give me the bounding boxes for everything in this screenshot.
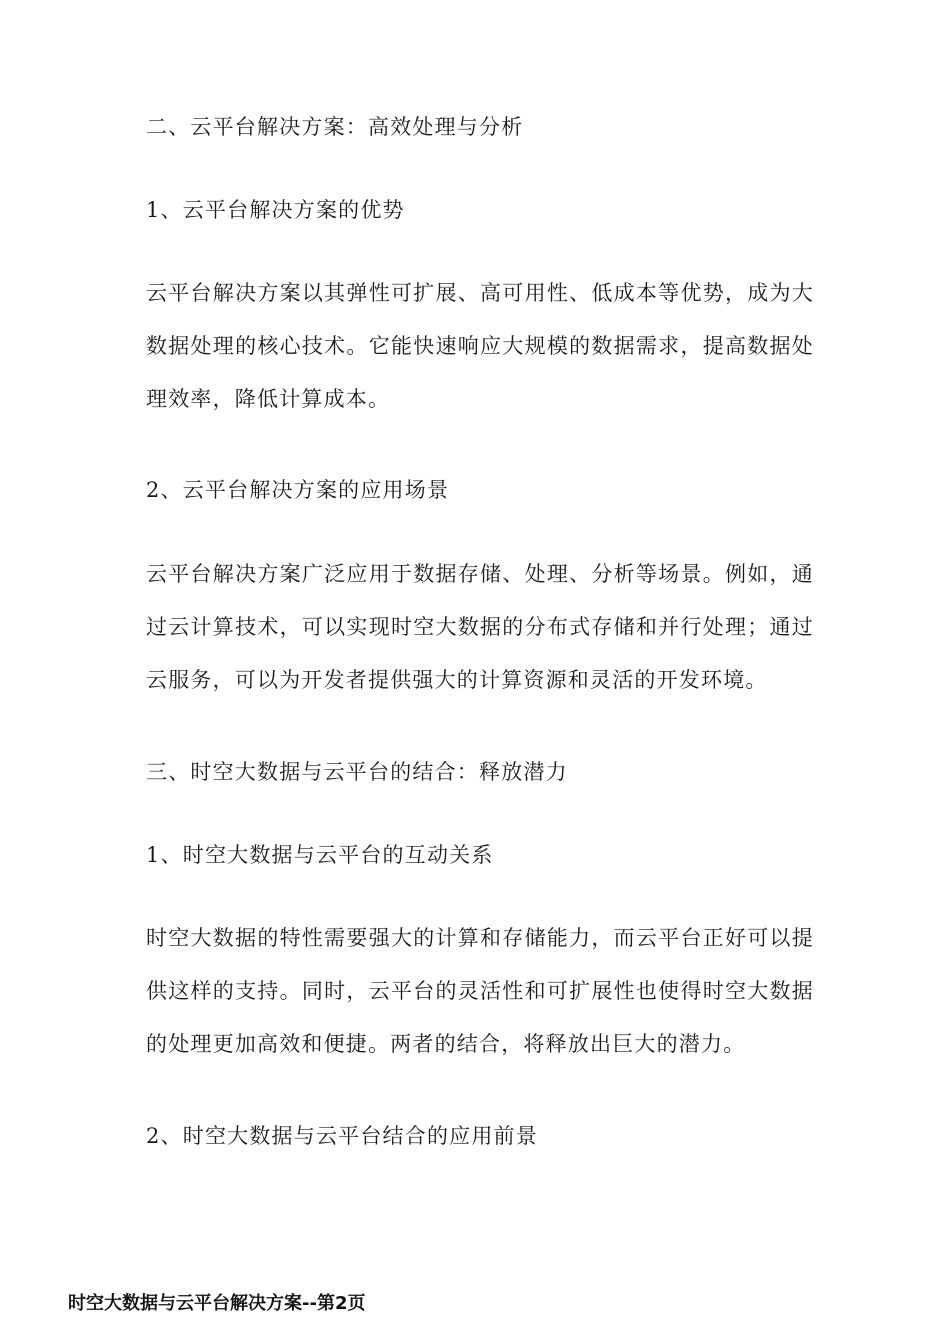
subheading-interaction: 1、时空大数据与云平台的互动关系 (146, 843, 494, 867)
page-footer: 时空大数据与云平台解决方案--第2页 (68, 1293, 366, 1314)
subheading-application-prospects: 2、时空大数据与云平台结合的应用前景 (146, 1124, 538, 1148)
section-heading-cloud-platform-solution: 二、云平台解决方案：高效处理与分析 (146, 115, 524, 139)
subheading-advantages: 1、云平台解决方案的优势 (146, 198, 405, 222)
section-heading-combination: 三、时空大数据与云平台的结合：释放潜力 (146, 760, 568, 784)
paragraph-application-scenarios: 云平台解决方案广泛应用于数据存储、处理、分析等场景。例如，通过云计算技术，可以实现时空大数据的分布式存储和并行处理；通过云服务，可以为开发者提供强大的计算资源和灵活的开发环境。 (146, 562, 814, 692)
subheading-application-scenarios: 2、云平台解决方案的应用场景 (146, 478, 450, 502)
paragraph-advantages: 云平台解决方案以其弹性可扩展、高可用性、低成本等优势，成为大数据处理的核心技术。它能快速响应大规模的数据需求，提高数据处理效率，降低计算成本。 (146, 281, 814, 411)
paragraph-interaction: 时空大数据的特性需要强大的计算和存储能力，而云平台正好可以提供这样的支持。同时，云平台的灵活性和可扩展性也使得时空大数据的处理更加高效和便捷。两者的结合，将释放出巨大的潜力。 (146, 926, 814, 1056)
